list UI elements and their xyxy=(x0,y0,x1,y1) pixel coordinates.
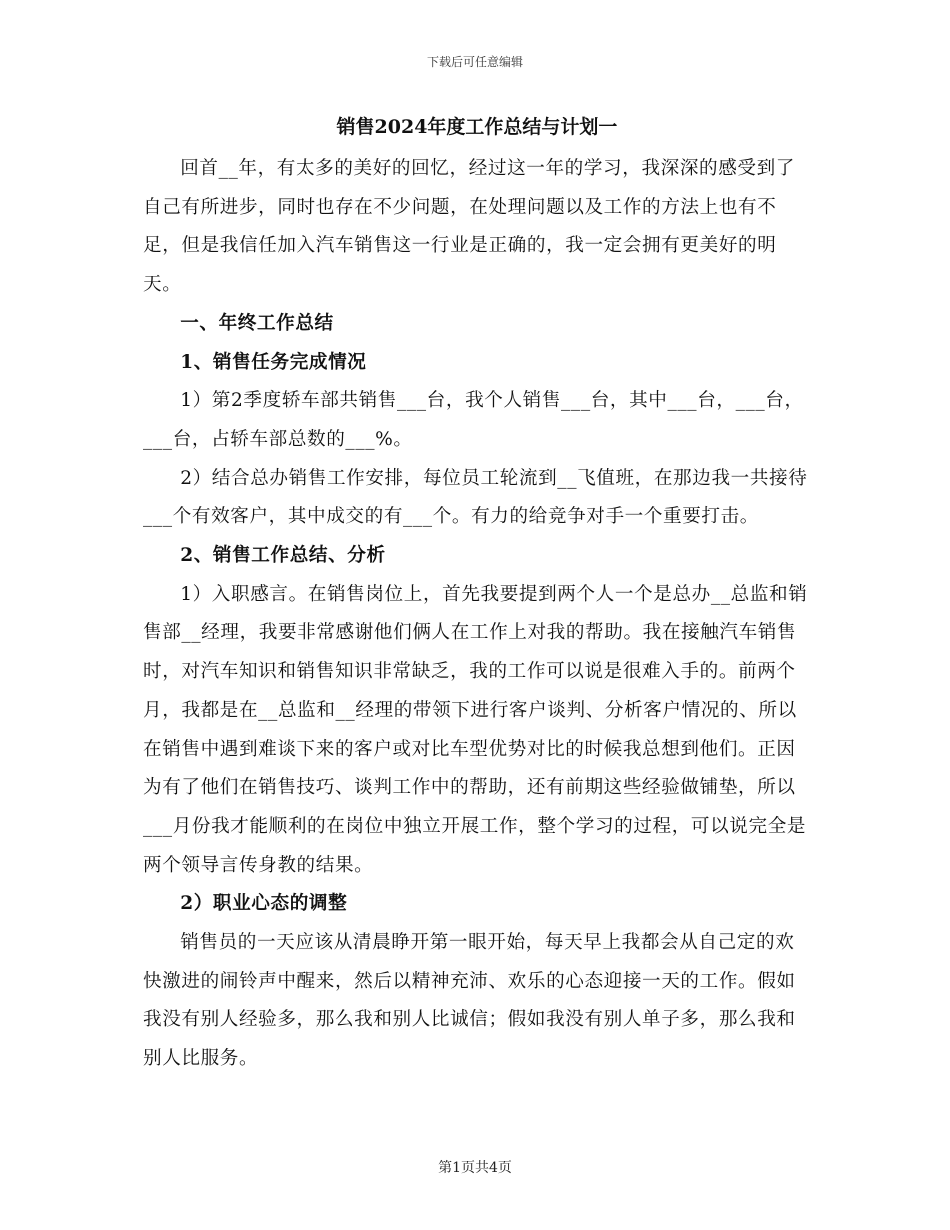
page-header: 下载后可任意编辑 xyxy=(426,55,523,69)
subheading-mindset: 2）职业心态的调整 xyxy=(180,893,348,915)
section-heading-year-end-summary: 一、年终工作总结 xyxy=(180,312,334,334)
paragraph-daily-routine: 销售员的一天应该从清晨睁开第一眼开始，每天早上我都会从自己定的欢快激进的闹铃声中醒来，然后以精神充沛、欢乐的心态迎接一天的工作。假如我没有别人经验多，那么我和别人比诚信；假如我没有别人单子多，那么我和别人比服务。 xyxy=(143,932,796,1070)
subheading-sales-analysis: 2、销售工作总结、分析 xyxy=(180,545,386,567)
document-title: 销售2024年度工作总结与计划一 xyxy=(336,116,618,138)
page-footer: 第1页共4页 xyxy=(438,1160,512,1176)
paragraph-duty-rotation: 2）结合总办销售工作安排，每位员工轮流到__飞值班，在那边我一共接待___个有效客户，其中成交的有___个。有力的给竞争对手一个重要打击。 xyxy=(143,467,808,528)
intro-paragraph: 回首__年，有太多的美好的回忆，经过这一年的学习，我深深的感受到了自己有所进步，同时也存在不少问题，在处理问题以及工作的方法上也有不足，但是我信任加入汽车销售这一行业是正确的，我一定会拥有更美好的明天。 xyxy=(143,158,795,296)
paragraph-onboarding: 1）入职感言。在销售岗位上，首先我要提到两个人一个是总办__总监和销售部__经理，我要非常感谢他们俩人在工作上对我的帮助。我在接触汽车销售时，对汽车知识和销售知识非常缺乏，我的工作可以说是很难入手的。前两个月，我都是在__总监和__经理的带领下进行客户谈判、分析客户情况的、所以在销售中遇到难谈下来的客户或对比车型优势对比的时候我总想到他们。正因为有了他们在销售技巧、谈判工作中的帮助，还有前期这些经验做铺垫，所以___月份我才能顺利的在岗位中独立开展工作，整个学习的过程，可以说完全是两个领导言传身教的结果。 xyxy=(143,583,808,876)
document-body xyxy=(143,112,811,1079)
paragraph-q2-sales: 1）第2季度轿车部共销售___台，我个人销售___台，其中___台，___台，___台，占轿车部总数的___%。 xyxy=(143,390,804,450)
subheading-sales-task: 1、销售任务完成情况 xyxy=(180,351,367,373)
